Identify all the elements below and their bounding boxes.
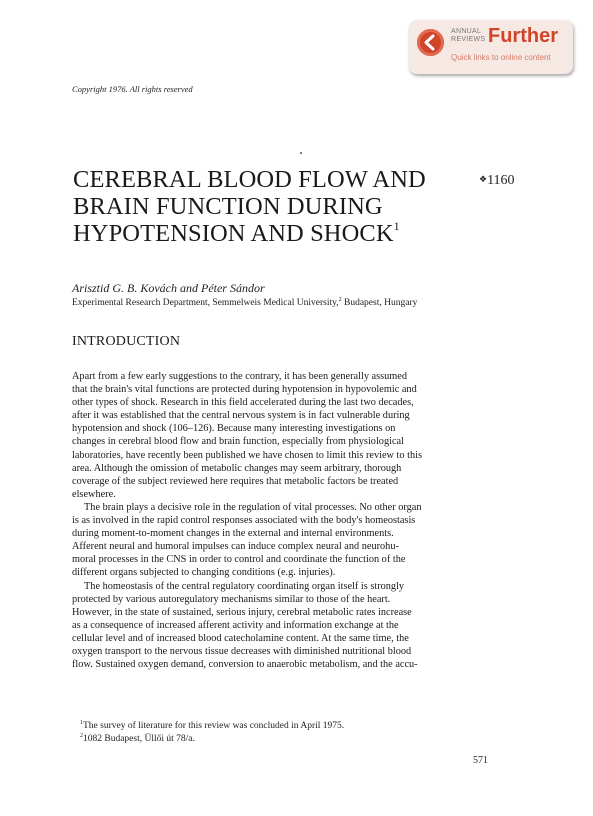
- badge-further-label: Further: [488, 25, 558, 47]
- article-number: [479, 173, 515, 189]
- paragraph-3: [72, 580, 489, 672]
- badge-publisher: [451, 28, 485, 44]
- text-line: changes in cerebral blood flow and brain function, especially from physiological: [72, 436, 404, 448]
- text-line: other types of shock. Research in this field accelerated during the last two decades,: [72, 397, 414, 409]
- text-line: is as involved in the rapid control responses associated with the body's homeostasis: [72, 515, 416, 527]
- footnotes: [80, 720, 344, 746]
- text-line: cellular level and of increased blood catecholamine content. At the same time, the: [72, 632, 409, 644]
- title-line-3: [73, 220, 433, 247]
- text-line: laboratories, have recently been published we have chosen to limit this review to this: [72, 449, 422, 461]
- paragraph-2: [72, 501, 489, 580]
- title-footnote-mark: 1: [393, 219, 400, 233]
- text-line: area. Although the omission of metabolic changes may seem arbitrary, thorough: [72, 462, 402, 474]
- text-line: However, in the state of sustained, serious injury, cerebral metabolic rates increase: [72, 606, 412, 618]
- article-title: [73, 166, 433, 247]
- text-line: that the brain's vital functions are protected during hypotension in hypovolemic and: [72, 384, 417, 396]
- section-heading: INTRODUCTION: [72, 334, 181, 349]
- text-line: moral processes in the CNS in order to control and coordinate the function of the: [72, 554, 406, 566]
- badge-quick-links[interactable]: Quick links to online content: [451, 53, 551, 62]
- text-line: protected by various autoregulatory mechanisms similar to those of the heart.: [72, 593, 391, 605]
- text-line: elsewhere.: [72, 488, 116, 500]
- footnote-mark: 2: [80, 733, 83, 739]
- title-line-1: CEREBRAL BLOOD FLOW AND: [73, 166, 426, 193]
- stray-dot: [300, 152, 302, 154]
- text-line: flow. Sustained oxygen demand, conversion to anaerobic metabolism, and the accu-: [72, 659, 418, 671]
- text-line: during moment-to-moment changes in the external and internal environments.: [72, 528, 394, 540]
- further-badge[interactable]: [409, 20, 573, 74]
- chevron-left-icon: [417, 29, 444, 56]
- body-text: [72, 370, 489, 671]
- article-number-value: 1160: [487, 173, 515, 188]
- text-line: as a consequence of increased afferent activity and information exchange at the: [72, 619, 399, 631]
- affiliation-location: Budapest, Hungary: [341, 298, 418, 308]
- title-line-3-text: HYPOTENSION AND SHOCK: [73, 220, 394, 247]
- footnote-text: The survey of literature for this review was concluded in April 1975.: [83, 721, 345, 731]
- text-line: Apart from a few early suggestions to the contrary, it has been generally assumed: [72, 371, 408, 382]
- footnote-text: 1082 Budapest, Üllői út 78/a.: [83, 734, 195, 744]
- footnote-mark: 1: [80, 720, 83, 726]
- paragraph-1: [72, 370, 489, 501]
- page-number: 571: [473, 755, 488, 766]
- affiliation-footnote-mark: 2: [338, 297, 342, 303]
- text-line: The brain plays a decisive role in the regulation of vital processes. No other organ: [84, 501, 422, 513]
- footnote-2: [80, 733, 344, 746]
- title-line-2: BRAIN FUNCTION DURING: [73, 193, 383, 220]
- affiliation: [72, 298, 417, 308]
- badge-reviews-label: REVIEWS: [451, 36, 486, 43]
- diamond-icon: ❖: [479, 174, 488, 184]
- text-line: coverage of the subject reviewed here requires that metabolic factors be treated: [72, 475, 399, 487]
- badge-annual-label: ANNUAL: [451, 28, 482, 35]
- footnote-1: [80, 720, 344, 733]
- affiliation-text: Experimental Research Department, Semmelweis Medical University,: [72, 298, 339, 308]
- text-line: hypotension and shock (106–126). Because many interesting investigations on: [72, 423, 396, 435]
- text-line: The homeostasis of the central regulatory coordinating organ itself is strongly: [84, 580, 405, 592]
- copyright-notice: Copyright 1976. All rights reserved: [72, 84, 193, 94]
- text-line: different organs subjected to changing conditions (e.g. injuries).: [72, 567, 336, 579]
- text-line: Afferent neural and humoral impulses can induce complex neural and neurohu-: [72, 541, 399, 553]
- authors: Arisztid G. B. Kovách and Péter Sándor: [72, 281, 265, 295]
- text-line: oxygen transport to the nervous tissue decreases with diminished nutritional blood: [72, 645, 412, 657]
- text-line: after it was established that the central nervous system is in fact vulnerable during: [72, 410, 410, 422]
